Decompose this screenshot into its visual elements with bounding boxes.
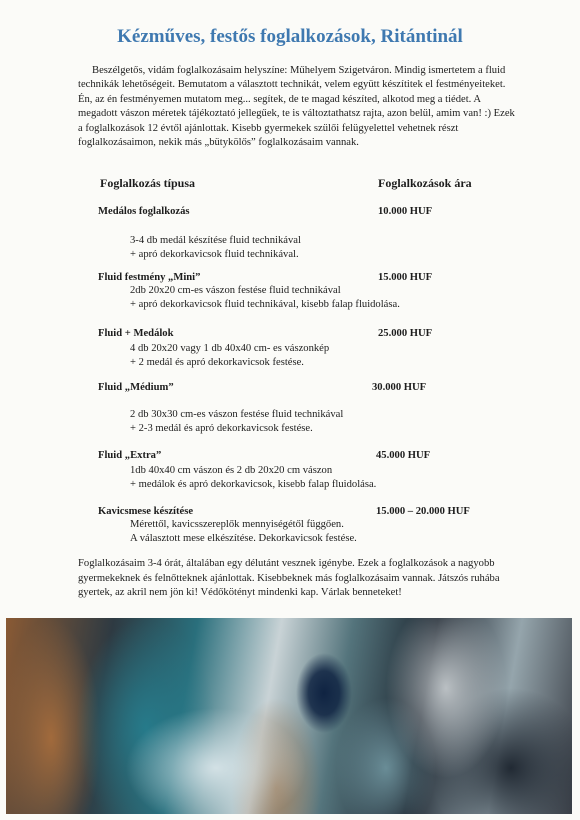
row-name: Medálos foglalkozás xyxy=(98,206,190,217)
row-description xyxy=(130,518,460,546)
row-price: 15.000 HUF xyxy=(378,272,433,283)
row-description xyxy=(130,234,460,262)
row-price: 15.000 – 20.000 HUF xyxy=(376,506,470,517)
row-description-line: + 2-3 medál és apró dekorkavicsok festése. xyxy=(130,423,313,434)
row-description-line: 4 db 20x20 vagy 1 db 40x40 cm- es vászonkép xyxy=(130,343,330,354)
row-description-line: 1db 40x40 cm vászon és 2 db 20x20 cm vászon xyxy=(130,465,333,476)
row-description xyxy=(130,408,460,436)
row-description-line: 2 db 30x30 cm-es vászon festése fluid technikával xyxy=(130,409,344,420)
row-description xyxy=(130,284,460,312)
row-price: 10.000 HUF xyxy=(378,206,433,217)
header-activity-type: Foglalkozás típusa xyxy=(100,176,196,190)
row-description-line: 3-4 db medál készítése fluid technikával xyxy=(130,235,301,246)
row-name: Fluid festmény „Mini” xyxy=(98,272,201,283)
intro-paragraph: Beszélgetős, vidám foglalkozásaim helyszíne: Műhelyem Szigetváron. Mindig ismertetem a fluid technikák lehetőségeit. Bemutatom a választott technikát, velem együtt készítitek el festményeiteket. Én, az én festményemen mutatom meg... segítek, de te magad készíted, alkotod meg a tiédet. A megadott vászon méretek tájékoztató jellegűek, te is változtathatsz rajta, azon belül, amim van! :) Ezek a foglalkozások 12 évtől ajánlottak. Kisebb gyermekek szülői felügyelettel vehetnek részt foglalkozásaimon, nekik más „bütykölős” foglalkozásaim vannak. xyxy=(78,65,515,149)
closing-paragraph: Foglalkozásaim 3-4 órát, általában egy délutánt vesznek igénybe. Ezek a foglalkozások a nagyobb gyermekeknek és felnőtteknek ajánlottak. Kisebbeknek más foglalkozásaim vannak. Játszós ruhába gyertek, az akril nem jön ki! Védőkötényt mindenki kap. Várlak benneteket! xyxy=(78,558,500,599)
row-price: 45.000 HUF xyxy=(376,450,431,461)
row-description xyxy=(130,464,460,492)
row-description-line: + apró dekorkavicsok fluid technikával. xyxy=(130,249,299,260)
row-description-line: + medálok és apró dekorkavicsok, kisebb falap fluidolása. xyxy=(130,479,377,490)
row-name: Fluid „Extra” xyxy=(98,450,162,461)
page-title: Kézműves, festős foglalkozások, Ritántinál xyxy=(117,26,463,47)
row-name: Fluid „Médium” xyxy=(98,382,174,393)
row-description-line: Mérettől, kavicsszereplők mennyiségétől függően. xyxy=(130,519,344,530)
header-activity-price: Foglalkozások ára xyxy=(378,176,472,190)
row-description-line: 2db 20x20 cm-es vászon festése fluid technikával xyxy=(130,285,341,296)
row-price: 25.000 HUF xyxy=(378,328,433,339)
row-description-line: A választott mese elkészítése. Dekorkavicsok festése. xyxy=(130,533,357,544)
row-price: 30.000 HUF xyxy=(372,382,427,393)
row-description xyxy=(130,342,460,370)
fluid-painting-image xyxy=(6,618,572,814)
row-name: Kavicsmese készítése xyxy=(98,506,194,517)
row-description-line: + apró dekorkavicsok fluid technikával, kisebb falap fluidolása. xyxy=(130,299,400,310)
row-description-line: + 2 medál és apró dekorkavicsok festése. xyxy=(130,357,304,368)
row-name: Fluid + Medálok xyxy=(98,328,174,339)
